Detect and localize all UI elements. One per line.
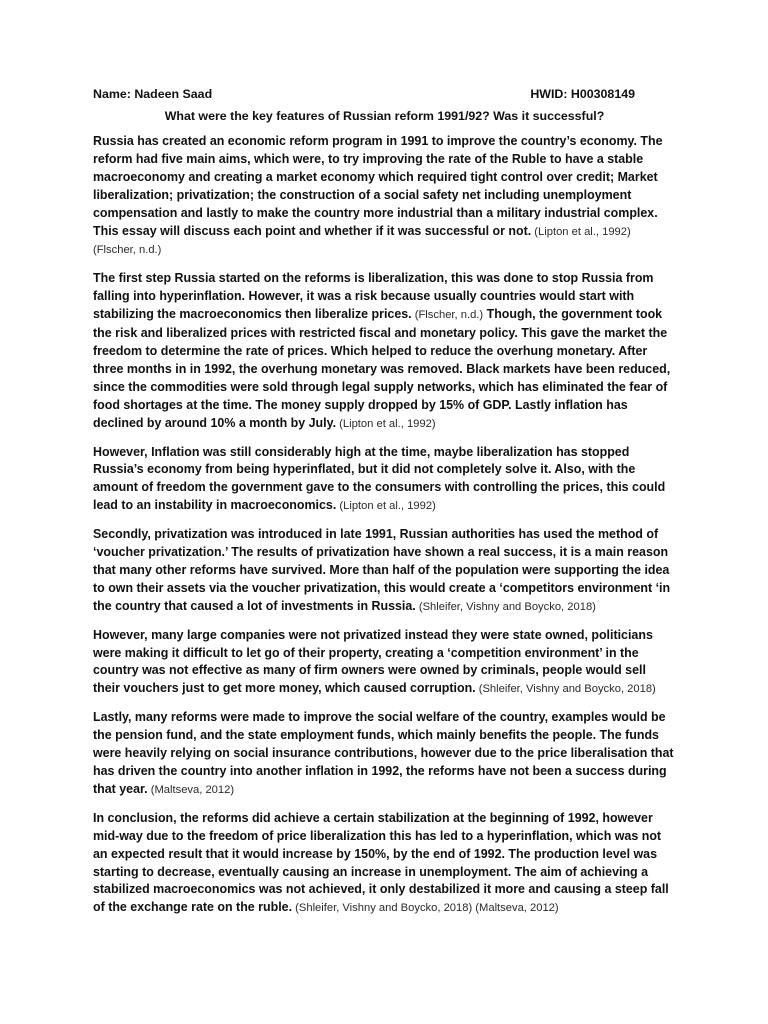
citation: (Flscher, n.d.) [411,309,484,322]
citation: (Lipton et al., 1992) (Flscher, n.d.) [93,225,631,257]
header-row [93,86,676,102]
paragraph-text: Lastly, many reforms were made to improve the social welfare of the country, examples would be the pension fund, and the state employment funds, which mainly benefits the people. The funds were heavily relying on social insurance contributions, however due to the price liberalisation that has driven the country into another inflation in 1992, the reforms have not been a success during that year. [93,710,674,796]
paragraph-liberalization [93,270,676,433]
paragraph-text: Secondly, privatization was introduced in late 1991, Russian authorities has used the method of ‘voucher privatization.’ The results of privatization have shown a real success, it is a main reason that many other reforms have survived. More than half of the population were supporting the idea to own their assets via the voucher privatization, this would create a ‘competitors environment ‘in the country that caused a lot of investments in Russia. [93,527,671,613]
paragraph-text: The first step Russia started on the reforms is liberalization, this was done to stop Russia from falling into hyperinflation. However, it was a risk because usually countries would start with stabilizing the macroeconomics then liberalize prices. [93,271,654,322]
student-name: Name: Nadeen Saad [93,87,213,101]
citation: (Shleifer, Vishny and Boycko, 2018) (Maltseva, 2012) [292,902,559,915]
paragraph-inflation [93,444,676,517]
paragraph-privatization-issues [93,627,676,700]
paragraph-text: In conclusion, the reforms did achieve a certain stabilization at the beginning of 1992, however mid-way due to the freedom of price liberalization this has led to a hyperinflation, which was not an expected result that it would increase by 150%, by the end of 1992. The production level was starting to decrease, eventually causing an increase in unemployment. The aim of achieving a stabilized macroeconomics was not achieved, it only destabilized it more and causing a steep fall of the exchange rate on the ruble. [93,810,669,915]
citation: (Maltseva, 2012) [147,783,235,796]
paragraph-social-welfare [93,709,676,800]
paragraph-text: However, Inflation was still considerably high at the time, maybe liberalization has stopped Russia’s economy from being hyperinflated, but it did not completely solve it. Also, with the amount of freedom the government gave to the consumers with controlling the prices, this could lead to an instability in macroeconomics. [93,444,666,513]
essay-question: What were the key features of Russian reform 1991/92? Was it successful? [164,109,605,123]
citation: (Lipton et al., 1992) [336,417,436,430]
citation: (Shleifer, Vishny and Boycko, 2018) [415,600,596,613]
citation: (Lipton et al., 1992) [336,500,436,513]
paragraph-text: However, many large companies were not privatized instead they were state owned, politicians were making it difficult to let go of their property, creating a ‘competition environment’ in the country was not effective as many of firm owners were owned by criminals, people would sell their vouchers just to get more money, which caused corruption. [93,627,653,696]
paragraph-text: Russia has created an economic reform program in 1991 to improve the country’s economy. The reform had five main aims, which were, to try improving the rate of the Ruble to have a stable macroeconomy and creating a market economy which required tight control over credit; Market liberalization; privatization; the construction of a social safety net including unemployment compensation and lastly to make the country more industrial than a military industrial complex. This essay will discuss each point and whether if it was successful or not. [93,134,663,238]
citation: (Shleifer, Vishny and Boycko, 2018) [475,683,656,696]
paragraph-conclusion [93,810,676,918]
student-hwid: HWID: H00308149 [530,87,635,101]
paragraph-text-continued: Though, the government took the risk and liberalized prices with restricted fiscal and monetary policy. This gave the market the freedom to determine the rate of prices. Which helped to reduce the overhung monetary. After three months in in 1992, the overhung monetary was removed. Black markets have been reduced, since the commodities were sold through legal supply networks, which has eliminated the fear of food shortages at the time. The money supply dropped by 15% of GDP. Lastly inflation has declined by around 10% a month by July. [93,307,671,430]
paragraph-privatization [93,526,676,617]
paragraph-intro [93,133,676,260]
